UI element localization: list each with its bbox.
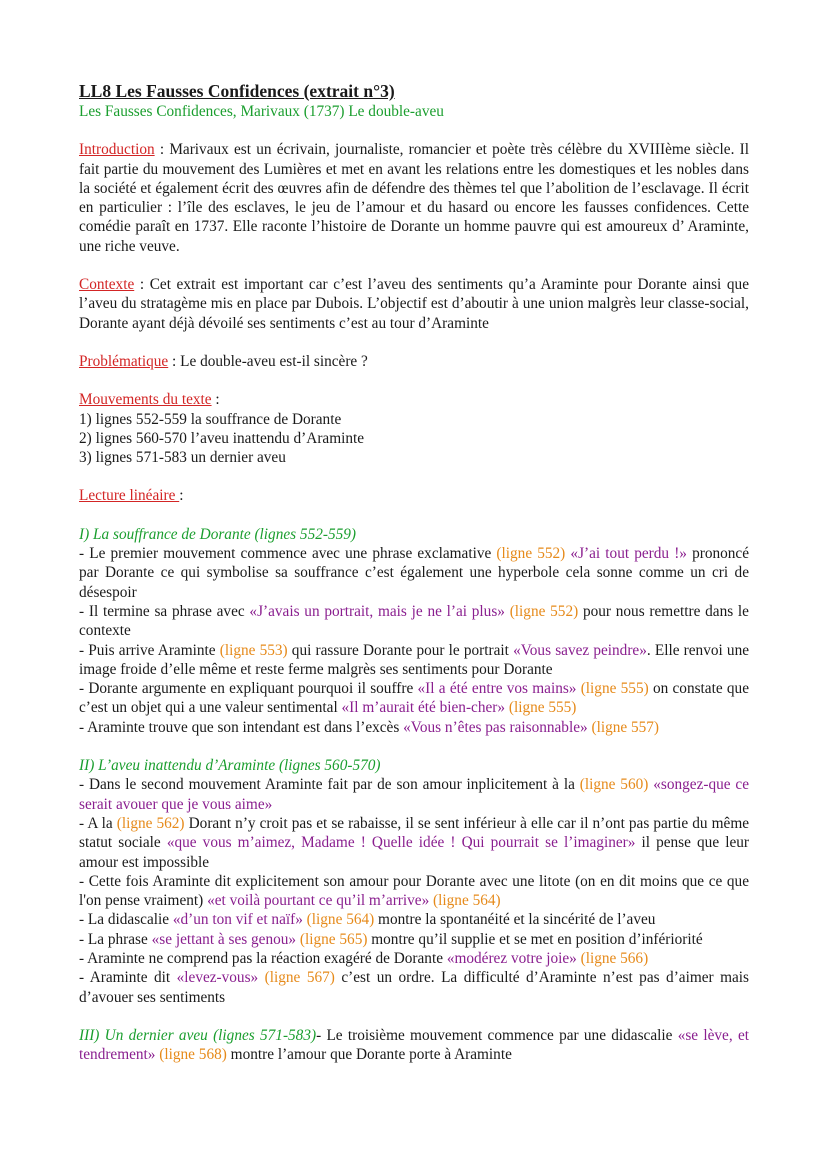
- introduction-text: : Marivaux est un écrivain, journaliste, romancier et poète très célèbre du XVIIIème siècle. Il fait partie du mouvement des Lumières et met en avant les relations entre les domestiques et les nobles dans la société et également écrit des œuvres afin de défendre des thèmes tel que l’abolition de l’esclavage. Il écrit en particulier : l’île des esclaves, le jeu de l’amour et du hasard ou encore les fausses confidences. Cette comédie paraît en 1737. Elle raconte l’histoire de Dorante un homme pauvre qui est amoureux d’ Araminte, une riche veuve.: [79, 141, 749, 255]
- section-2-point: - La phrase «se jettant à ses genou» (ligne 565) montre qu’il supplie et se met en position d’infériorité: [79, 930, 703, 948]
- contexte-paragraph: [79, 275, 749, 333]
- section-2: [79, 756, 749, 1007]
- section-3-heading: III) Un dernier aveu (lignes 571-583): [79, 1026, 317, 1044]
- section-2-point: - A la (ligne 562) Dorant n’y croit pas et se rabaisse, il se sent inférieur à elle car il n’ont pas partie du même statut sociale «que vous m’aimez, Madame ! Quelle idée ! Qui pourrait se l’imaginer» il pense que leur amour est impossible: [79, 814, 750, 871]
- problematique-paragraph: [79, 352, 749, 371]
- document-title: LL8 Les Fausses Confidences (extrait n°3): [79, 81, 395, 101]
- contexte-heading: Contexte: [79, 276, 135, 294]
- section-1: [79, 525, 749, 737]
- mouvements-section: [79, 390, 749, 467]
- lecture-heading-line: [79, 486, 749, 505]
- contexte-text: : Cet extrait est important car c’est l’aveu des sentiments qu’a Araminte pour Dorante ainsi que l’aveu du stratagème mis en place par Dubois. L’objectif est d’aboutir à une union malgrès leur classe-social, Dorante ayant déjà dévoilé ses sentiments c’est au tour d’Araminte: [79, 276, 749, 332]
- lecture-heading: Lecture linéaire: [79, 487, 180, 505]
- section-2-point: - Cette fois Araminte dit explicitement son amour pour Dorante avec une litote (on en dit moins que ce que l'on pense vraiment) «et voilà pourtant ce qu’il m’arrive» (ligne 564): [79, 872, 749, 910]
- section-2-point: - Araminte ne comprend pas la réaction exagéré de Dorante «modérez votre joie» (ligne 566): [79, 949, 649, 967]
- section-1-point: - Le premier mouvement commence avec une phrase exclamative (ligne 552) «J’ai tout perdu !» prononcé par Dorante ce qui symbolise sa souffrance c’est également une hyperbole cela sonne comme un cri de désespoir: [79, 545, 749, 601]
- mouvements-colon: :: [211, 391, 220, 409]
- section-2-heading: II) L’aveu inattendu d’Araminte (lignes 560-570): [79, 757, 381, 775]
- section-1-point: - Puis arrive Araminte (ligne 553) qui rassure Dorante pour le portrait «Vous savez peindre». Elle renvoi une image froide d’elle même et reste ferme malgrès ses sentiments pour Dorante: [79, 641, 750, 678]
- section-1-point: - Araminte trouve que son intendant est dans l’excès «Vous n’êtes pas raisonnable» (ligne 557): [79, 718, 660, 736]
- section-3: [79, 1026, 749, 1065]
- mouvement-item: 1) lignes 552-559 la souffrance de Dorante: [79, 410, 342, 428]
- section-2-point: - La didascalie «d’un ton vif et naïf» (ligne 564) montre la spontanéité et la sincérité de l’aveu: [79, 911, 656, 929]
- lecture-colon: :: [179, 487, 184, 505]
- mouvement-item: 3) lignes 571-583 un dernier aveu: [79, 449, 286, 467]
- mouvements-heading: Mouvements du texte: [79, 391, 212, 409]
- section-1-heading: I) La souffrance de Dorante (lignes 552-559): [79, 525, 357, 543]
- introduction-heading: Introduction: [79, 141, 155, 159]
- document-subtitle: Les Fausses Confidences, Marivaux (1737) Le double-aveu: [79, 103, 444, 120]
- section-1-point: - Il termine sa phrase avec «J’avais un portrait, mais je ne l’ai plus» (ligne 552) pour nous remettre dans le contexte: [79, 602, 749, 640]
- problematique-heading: Problématique: [79, 352, 169, 370]
- section-2-point: - Araminte dit «levez-vous» (ligne 567) c’est un ordre. La difficulté d’Araminte n’est pas d’aimer mais d’avouer ses sentiments: [79, 969, 749, 1006]
- section-3-point: III) Un dernier aveu (lignes 571-583)- Le troisième mouvement commence par une didascalie «se lève, et tendrement» (ligne 568) montre l’amour que Dorante porte à Araminte: [79, 1026, 749, 1064]
- document-page: [79, 80, 749, 1064]
- introduction-paragraph: [79, 140, 749, 256]
- mouvement-item: 2) lignes 560-570 l’aveu inattendu d’Araminte: [79, 429, 365, 447]
- section-2-point: - Dans le second mouvement Araminte fait par de son amour inplicitement à la (ligne 560) «songez-que ce serait avouer que je vous aime»: [79, 776, 750, 813]
- problematique-text: : Le double-aveu est-il sincère ?: [168, 352, 368, 370]
- section-1-point: - Dorante argumente en expliquant pourquoi il souffre «Il a été entre vos mains» (ligne 555) on constate que c’est un objet qui a une valeur sentimental «Il m’aurait été bien-cher» (ligne 555): [79, 680, 749, 717]
